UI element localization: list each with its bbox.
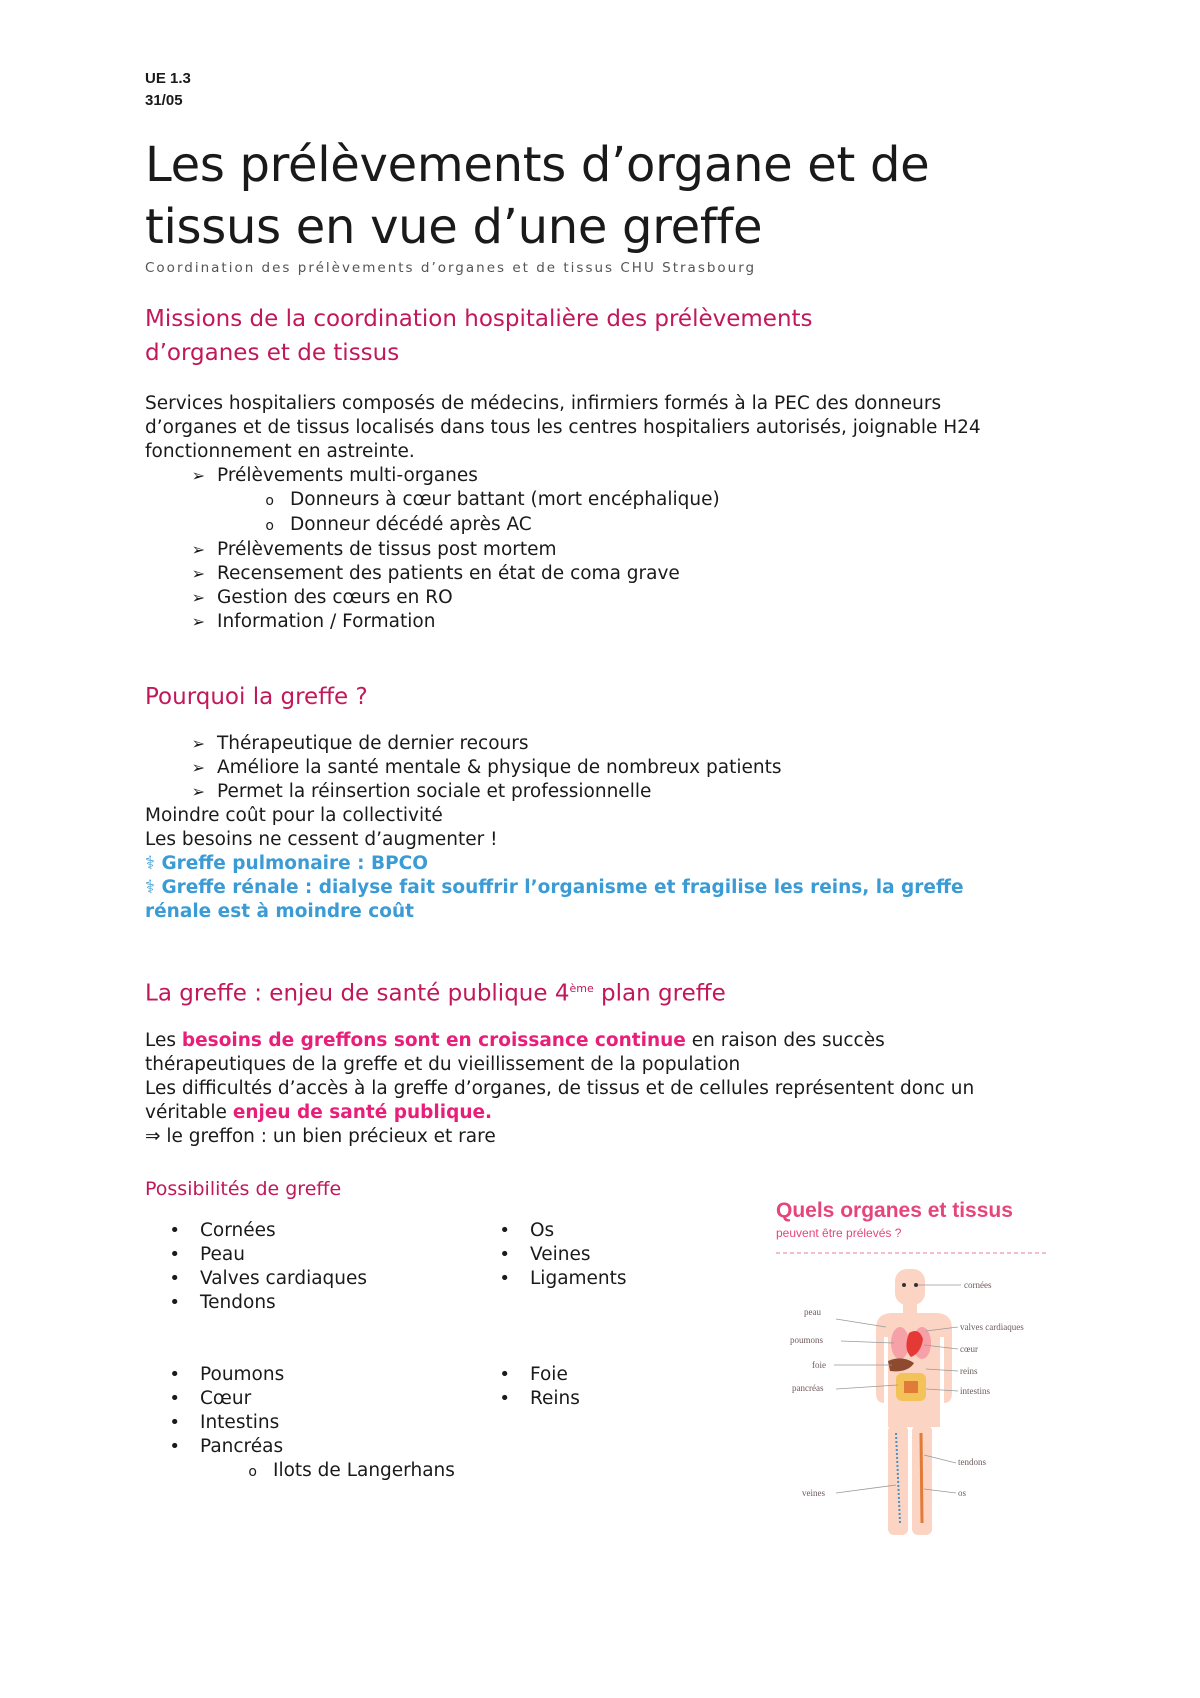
- enjeu-paragraph: Les besoins de greffons sont en croissance continue en raison des succès thérapeutiques de la greffe et du vieillissement de la population Les difficultés d’accès à la greffe d’organes, de tissus et de cellules représentent donc un véritable enjeu de santé publique. ⇒ le greffon : un bien précieux et rare: [145, 1029, 975, 1147]
- circle-bullet-icon: o: [248, 1463, 257, 1480]
- arrow-bullet-icon: ➢: [191, 564, 205, 583]
- list-item: ➢ Prélèvements de tissus post mortem: [145, 538, 1075, 562]
- figure-title: Quels organes et tissus: [776, 1199, 1013, 1222]
- list-item: • Ligaments: [475, 1267, 805, 1291]
- list-item: • Valves cardiaques: [145, 1267, 475, 1291]
- dot-bullet-icon: •: [169, 1219, 180, 1241]
- figure-label: cornées: [964, 1280, 992, 1290]
- dot-bullet-icon: •: [499, 1243, 510, 1265]
- list-item: • Poumons: [145, 1363, 475, 1387]
- figure-label: os: [958, 1488, 967, 1498]
- section-heading-pourquoi: Pourquoi la greffe ?: [145, 684, 368, 710]
- subsection-heading-possibilites: Possibilités de greffe: [145, 1177, 342, 1200]
- list-item: • Cornées: [145, 1219, 475, 1243]
- circle-bullet-icon: o: [265, 493, 274, 509]
- page-title: Les prélèvements d’organe et de tissus en vue d’une greffe: [145, 137, 930, 255]
- missions-list: [145, 464, 1075, 634]
- list-item: ➢ Thérapeutique de dernier recours: [145, 732, 1075, 756]
- list-item: ➢ Gestion des cœurs en RO: [145, 586, 1075, 610]
- figure-label: poumons: [790, 1335, 824, 1345]
- list-item: ➢ Prélèvements multi-organes: [145, 464, 1075, 488]
- list-item: o Ilots de Langerhans: [145, 1459, 475, 1484]
- pourquoi-line: Moindre coût pour la collectivité: [145, 805, 443, 826]
- figure-label: foie: [812, 1360, 826, 1370]
- figure-label: reins: [960, 1366, 978, 1376]
- dot-bullet-icon: •: [169, 1267, 180, 1289]
- pourquoi-list: [145, 732, 1075, 924]
- figure-label: veines: [802, 1488, 825, 1498]
- figure-label: valves cardiaques: [960, 1322, 1024, 1332]
- dot-bullet-icon: •: [169, 1435, 180, 1457]
- arrow-bullet-icon: ➢: [191, 588, 205, 607]
- list-item: • Cœur: [145, 1387, 475, 1411]
- list-item: • Peau: [145, 1243, 475, 1267]
- list-item: ➢ Améliore la santé mentale & physique de nombreux patients: [145, 756, 1075, 780]
- dot-bullet-icon: •: [499, 1387, 510, 1409]
- body-silhouette: [876, 1269, 952, 1535]
- course-code: UE 1.3: [145, 70, 191, 87]
- dot-bullet-icon: •: [499, 1267, 510, 1289]
- list-item: ➢ Recensement des patients en état de coma grave: [145, 562, 1075, 586]
- figure-subtitle: peuvent être prélevés ?: [776, 1226, 902, 1240]
- highlight-greffe-pulmonaire: ⚕ Greffe pulmonaire : BPCO: [145, 853, 428, 874]
- course-date: 31/05: [145, 92, 183, 109]
- dot-bullet-icon: •: [499, 1219, 510, 1241]
- figure-label: cœur: [960, 1344, 978, 1354]
- list-item: • Veines: [475, 1243, 805, 1267]
- arrow-bullet-icon: ➢: [191, 540, 205, 559]
- arrow-bullet-icon: ➢: [191, 782, 205, 801]
- figure-label: pancréas: [792, 1383, 824, 1393]
- dot-bullet-icon: •: [169, 1363, 180, 1385]
- dot-bullet-icon: •: [169, 1411, 180, 1433]
- section-heading-enjeu: La greffe : enjeu de santé publique 4ème plan greffe: [145, 980, 726, 1007]
- list-item: • Reins: [475, 1387, 805, 1411]
- arrow-bullet-icon: ➢: [191, 758, 205, 777]
- dot-bullet-icon: •: [499, 1363, 510, 1385]
- list-item: • Pancréas: [145, 1435, 475, 1459]
- dot-bullet-icon: •: [169, 1291, 180, 1313]
- list-item: • Tendons: [145, 1291, 475, 1315]
- arrow-bullet-icon: ➢: [191, 466, 205, 485]
- figure-label: intestins: [960, 1386, 991, 1396]
- list-item: ➢ Permet la réinsertion sociale et professionnelle: [145, 780, 1075, 804]
- page-subtitle: Coordination des prélèvements d’organes et de tissus CHU Strasbourg: [145, 260, 757, 276]
- arrow-bullet-icon: ➢: [191, 734, 205, 753]
- figure-label: tendons: [958, 1457, 986, 1467]
- dot-bullet-icon: •: [169, 1243, 180, 1265]
- arrow-bullet-icon: ➢: [191, 612, 205, 631]
- list-item: o Donneurs à cœur battant (mort encéphalique): [145, 488, 1075, 513]
- missions-intro: Services hospitaliers composés de médecins, infirmiers formés à la PEC des donneurs d’organes et de tissus localisés dans tous les centres hospitaliers autorisés, joignable H24 fonctionnement en astreinte.: [145, 393, 981, 462]
- list-item: o Donneur décédé après AC: [145, 513, 1075, 538]
- list-item: • Foie: [475, 1363, 805, 1387]
- list-item: • Os: [475, 1219, 805, 1243]
- dot-bullet-icon: •: [169, 1387, 180, 1409]
- organs-tissues-figure: [776, 1193, 1076, 1543]
- list-item: ➢ Information / Formation: [145, 610, 1075, 634]
- highlight-greffe-renale: ⚕ Greffe rénale : dialyse fait souffrir l’organisme et fragilise les reins, la greffe rénale est à moindre coût: [145, 877, 964, 922]
- circle-bullet-icon: o: [265, 518, 274, 534]
- section-heading-missions: Missions de la coordination hospitalière des prélèvements d’organes et de tissus: [145, 306, 813, 366]
- list-item: • Intestins: [145, 1411, 475, 1435]
- figure-label: peau: [804, 1307, 821, 1317]
- pourquoi-line: Les besoins ne cessent d’augmenter !: [145, 829, 498, 850]
